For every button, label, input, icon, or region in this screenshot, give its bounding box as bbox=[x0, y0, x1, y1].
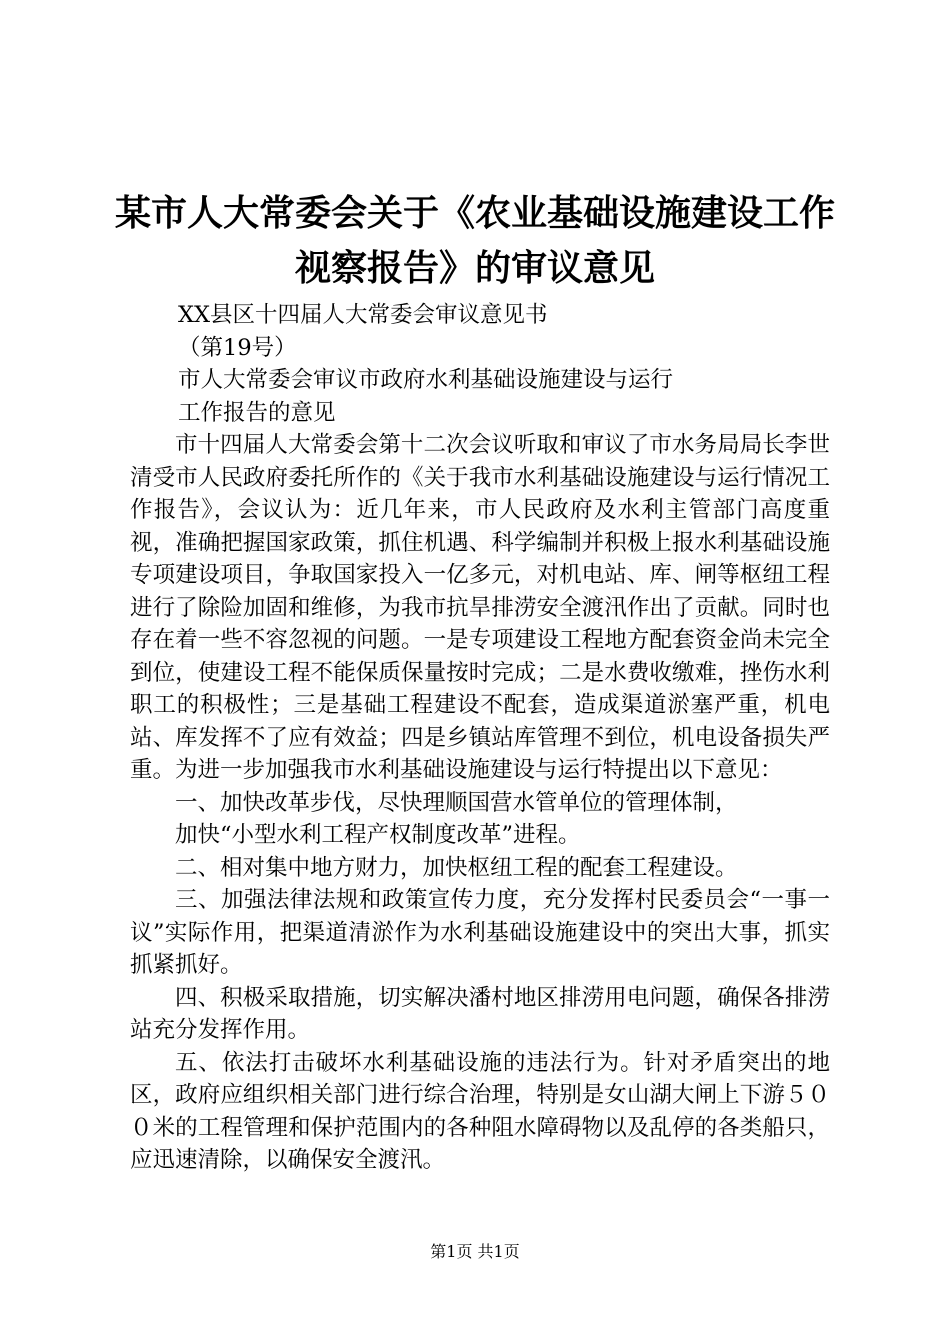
paragraph-opinion-1b: 加快“小型水利工程产权制度改革”进程。 bbox=[175, 822, 581, 848]
header-line-issuer: XX县区十四届人大常委会审议意见书 bbox=[178, 302, 548, 328]
paragraph-opinion-5: 五、依法打击破坏水利基础设施的违法行为。针对矛盾突出的地区，政府应组织相关部门进行综合治理，特别是女山湖大闸上下游５００米的工程管理和保护范围内的各种阻水障碍物以及乱停的各类船只，应迅速清除，以确保安全渡汛。 bbox=[130, 1049, 830, 1173]
paragraph-opinion-2: 二、相对集中地方财力，加快枢纽工程的配套工程建设。 bbox=[175, 854, 738, 881]
header-line-subject-1: 市人大常委会审议市政府水利基础设施建设与运行 bbox=[178, 367, 674, 393]
paragraph-opinion-1a: 一、加快改革步伐，尽快理顺国营水管单位的管理体制， bbox=[175, 789, 738, 816]
paragraph-intro: 市十四届人大常委会第十二次会议听取和审议了市水务局局长李世清受市人民政府委托所作的《关于我市水利基础设施建设与运行情况工作报告》，会议认为：近几年来，市人民政府及水利主管部门高度重视，准确把握国家政策，抓住机遇、科学编制并积极上报水利基础设施专项建设项目，争取国家投入一亿多元，对机电站、库、闸等枢纽工程进行了除险加固和维修，为我市抗旱排涝安全渡汛作出了贡献。同时也存在着一些不容忽视的问题。一是专项建设工程地方配套资金尚未完全到位，使建设工程不能保质保量按时完成；二是水费收缴难，挫伤水利职工的积极性；三是基础工程建设不配套，造成渠道淤塞严重，机电站、库发挥不了应有效益；四是乡镇站库管理不到位，机电设备损失严重。为进一步加强我市水利基础设施建设与运行特提出以下意见： bbox=[130, 432, 830, 783]
header-line-number: （第19号） bbox=[178, 334, 297, 361]
page-footer: 第1页 共1页 bbox=[430, 1242, 520, 1261]
document-title-line-1: 某市人大常委会关于《农业基础设施建设工作 bbox=[114, 192, 835, 234]
document-title-line-2: 视察报告》的审议意见 bbox=[294, 247, 655, 289]
paragraph-opinion-3: 三、加强法律法规和政策宣传力度，充分发挥村民委员会“一事一议”实际作用，把渠道清淤作为水利基础设施建设中的突出大事，抓实抓紧抓好。 bbox=[130, 887, 830, 978]
header-line-subject-2: 工作报告的意见 bbox=[178, 399, 336, 426]
paragraph-opinion-4: 四、积极采取措施，切实解决潘村地区排涝用电问题，确保各排涝站充分发挥作用。 bbox=[130, 984, 830, 1043]
document-body bbox=[130, 299, 830, 1177]
